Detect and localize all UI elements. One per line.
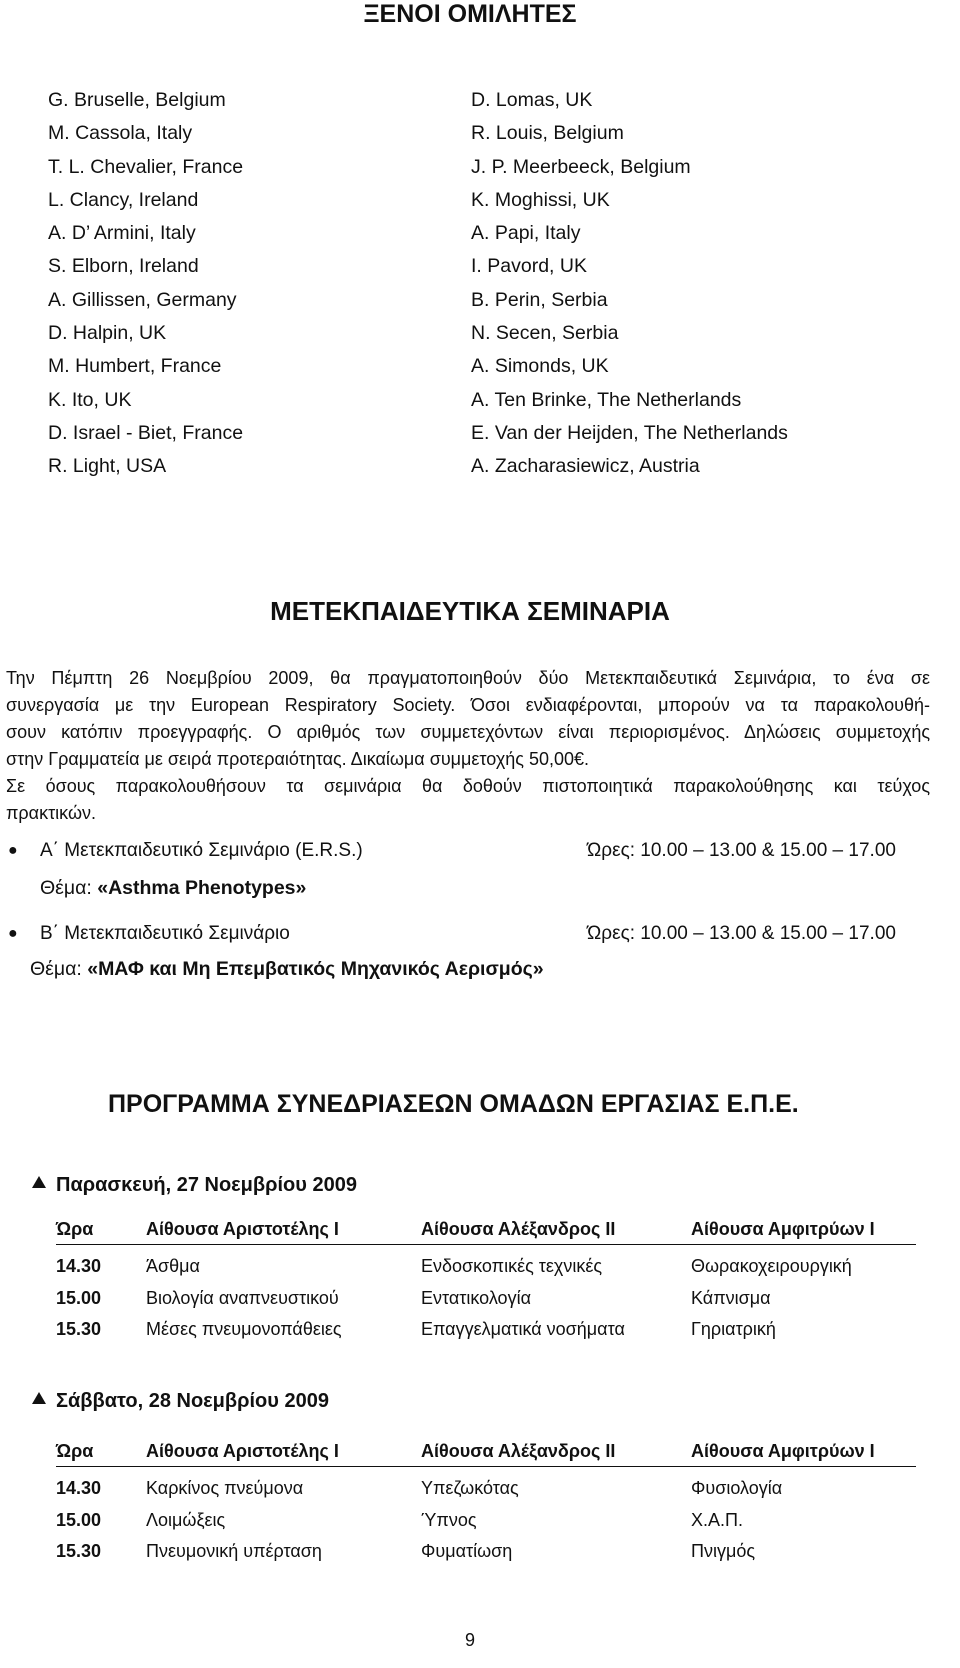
time-cell: 14.30: [56, 1256, 102, 1277]
seminars-description: [6, 665, 930, 827]
paragraph-line: Την Πέμπτη 26 Νοεμβρίου 2009, θα πραγματοποιηθούν δύο Μετεκπαιδευτικά Σεμινάρια, το ένα σε: [6, 668, 930, 688]
speaker-item: J. P. Meerbeeck, Belgium: [471, 155, 691, 178]
paragraph-line: πρακτικών.: [6, 803, 97, 823]
speaker-item: L. Clancy, Ireland: [48, 188, 199, 211]
seminar-name: Β΄ Μετεκπαιδευτικό Σεμινάριο: [40, 923, 290, 944]
speaker-item: A. Gillissen, Germany: [48, 288, 237, 311]
seminar-theme: Θέμα: «Asthma Phenotypes»: [40, 877, 307, 899]
session-cell: Φυσιολογία: [691, 1478, 783, 1499]
table-header-row: [56, 1436, 916, 1467]
session-cell: Θωρακοχειρουργική: [691, 1256, 852, 1277]
table-row: [56, 1314, 916, 1346]
speaker-item: A. Simonds, UK: [471, 355, 609, 378]
triangle-icon: [32, 1392, 46, 1404]
session-cell: Μέσες πνευμονοπάθειες: [146, 1319, 342, 1340]
speaker-item: D. Halpin, UK: [48, 322, 167, 345]
column-header: Αίθουσα Αριστοτέλης Ι: [146, 1436, 421, 1467]
speakers-right-column: [471, 84, 788, 484]
speaker-item: D. Lomas, UK: [471, 89, 593, 111]
speaker-item: K. Moghissi, UK: [471, 188, 610, 211]
speaker-item: G. Bruselle, Belgium: [48, 89, 226, 111]
column-header: Αίθουσα Αμφιτρύων Ι: [691, 1436, 916, 1467]
session-cell: Ύπνος: [421, 1509, 477, 1530]
table-header-row: [56, 1214, 916, 1245]
session-cell: Άσθμα: [146, 1256, 200, 1277]
paragraph-line: στην Γραμματεία με σειρά προτεραιότητας. Δικαίωμα συμμετοχής 50,00€.: [6, 749, 590, 769]
speaker-item: A. D’ Armini, Italy: [48, 222, 196, 245]
speaker-item: M. Humbert, France: [48, 355, 222, 378]
table-row: [56, 1536, 916, 1568]
speaker-item: S. Elborn, Ireland: [48, 255, 199, 278]
session-cell: Βιολογία αναπνευστικού: [146, 1287, 339, 1308]
speaker-item: M. Cassola, Italy: [48, 122, 193, 145]
table-row: [56, 1467, 916, 1505]
table-row: [56, 1283, 916, 1315]
seminar-hours: Ώρες: 10.00 – 13.00 & 15.00 – 17.00: [587, 923, 896, 944]
column-header: Αίθουσα Αμφιτρύων Ι: [691, 1214, 916, 1245]
speakers-title: ΞΕΝΟΙ ΟΜΙΛΗΤΕΣ: [363, 0, 577, 28]
bullet-icon: ●: [8, 925, 18, 942]
seminar-theme-title: «Asthma Phenotypes»: [97, 877, 307, 899]
speaker-item: D. Israel - Biet, France: [48, 421, 244, 444]
table-row: [56, 1505, 916, 1537]
speaker-item: E. Van der Heijden, The Netherlands: [471, 421, 788, 444]
column-header: Ώρα: [56, 1436, 146, 1467]
session-cell: Υπεζωκότας: [421, 1478, 519, 1499]
speaker-item: K. Ito, UK: [48, 388, 132, 411]
speakers-left-column: [48, 84, 243, 484]
paragraph-line: συνεργασία με την European Respiratory Society. Όσοι ενδιαφέρονται, μπορούν να τα παρακολουθή-: [6, 695, 930, 715]
session-cell: Καρκίνος πνεύμονα: [146, 1478, 304, 1499]
page-number: 9: [464, 1630, 475, 1650]
schedule-table: [56, 1436, 916, 1568]
seminar-name: Α΄ Μετεκπαιδευτικό Σεμινάριο (E.R.S.): [40, 840, 363, 861]
session-cell: Χ.Α.Π.: [691, 1509, 744, 1530]
seminar-theme-title: «ΜΑΦ και Μη Επεμβατικός Μηχανικός Αερισμός»: [87, 958, 544, 980]
table-row: [56, 1245, 916, 1283]
speaker-item: R. Louis, Belgium: [471, 122, 624, 145]
time-cell: 15.30: [56, 1319, 102, 1340]
session-cell: Εντατικολογία: [421, 1287, 531, 1308]
day-title: Σάββατο, 28 Νοεμβρίου 2009: [32, 1390, 329, 1413]
speaker-item: A. Ten Brinke, The Netherlands: [471, 388, 742, 411]
session-cell: Γηριατρική: [691, 1319, 776, 1340]
column-header: Αίθουσα Αλέξανδρος ΙΙ: [421, 1214, 691, 1245]
session-cell: Κάπνισμα: [691, 1287, 771, 1308]
speaker-item: T. L. Chevalier, France: [48, 155, 244, 178]
schedule-table: [56, 1214, 916, 1346]
time-cell: 14.30: [56, 1478, 102, 1499]
session-cell: Πνιγμός: [691, 1541, 756, 1562]
session-cell: Πνευμονική υπέρταση: [146, 1541, 322, 1562]
speaker-item: R. Light, USA: [48, 455, 167, 478]
column-header: Αίθουσα Αλέξανδρος ΙΙ: [421, 1436, 691, 1467]
session-cell: Φυματίωση: [421, 1541, 513, 1562]
program-title: ΠΡΟΓΡΑΜΜΑ ΣΥΝΕΔΡΙΑΣΕΩΝ ΟΜΑΔΩΝ ΕΡΓΑΣΙΑΣ Ε.Π.Ε.: [108, 1090, 799, 1118]
column-header: Ώρα: [56, 1214, 146, 1245]
seminar-theme: Θέμα: «ΜΑΦ και Μη Επεμβατικός Μηχανικός Αερισμός»: [30, 958, 544, 980]
speaker-item: B. Perin, Serbia: [471, 288, 608, 311]
time-cell: 15.00: [56, 1287, 102, 1308]
bullet-icon: ●: [8, 842, 18, 859]
speaker-item: A. Zacharasiewicz, Austria: [471, 455, 700, 478]
speaker-item: I. Pavord, UK: [471, 255, 587, 278]
speaker-item: A. Papi, Italy: [471, 222, 581, 245]
session-cell: Ενδοσκοπικές τεχνικές: [421, 1256, 603, 1277]
speaker-item: N. Secen, Serbia: [471, 322, 619, 345]
triangle-icon: [32, 1176, 46, 1188]
session-cell: Επαγγελματικά νοσήματα: [421, 1319, 625, 1340]
column-header: Αίθουσα Αριστοτέλης Ι: [146, 1214, 421, 1245]
time-cell: 15.30: [56, 1541, 102, 1562]
seminar-hours: Ώρες: 10.00 – 13.00 & 15.00 – 17.00: [587, 840, 896, 861]
paragraph-line: σουν κατόπιν προεγγραφής. Ο αριθμός των συμμετεχόντων είναι περιορισμένος. Δηλώσεις συμμετοχής: [6, 722, 930, 742]
seminars-title: ΜΕΤΕΚΠΑΙΔΕΥΤΙΚΑ ΣΕΜΙΝΑΡΙΑ: [270, 596, 670, 626]
paragraph-line: Σε όσους παρακολουθήσουν τα σεμινάρια θα δοθούν πιστοποιητικά παρακολούθησης και τεύχος: [6, 776, 930, 796]
day-title: Παρασκευή, 27 Νοεμβρίου 2009: [32, 1174, 357, 1197]
session-cell: Λοιμώξεις: [146, 1509, 226, 1530]
time-cell: 15.00: [56, 1509, 102, 1530]
